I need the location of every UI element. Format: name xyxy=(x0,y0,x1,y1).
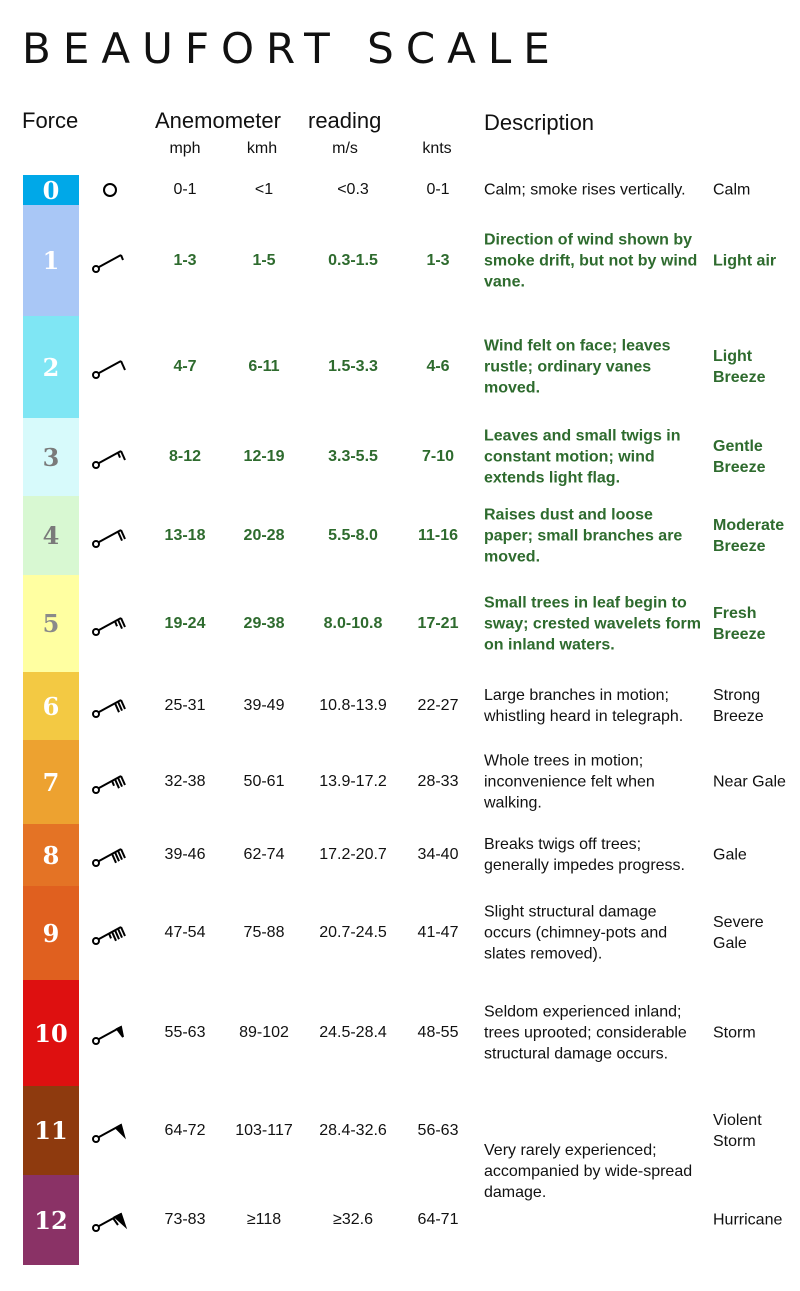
cell-mph: 39-46 xyxy=(164,846,206,863)
cell-kmh: 1-5 xyxy=(252,251,276,269)
cell-knts: 22-27 xyxy=(417,697,459,714)
wind-name: Hurricane xyxy=(713,1211,783,1229)
cell-knts: 0-1 xyxy=(426,181,450,198)
wind-barb-icon xyxy=(88,608,132,640)
force-number: 7 xyxy=(23,740,79,824)
wind-barb-icon xyxy=(88,1017,132,1049)
table-row xyxy=(0,418,800,496)
wind-barb-icon xyxy=(88,690,132,722)
wind-name: Gentle Breeze xyxy=(713,438,766,476)
table-row xyxy=(0,886,800,980)
cell-ms: 24.5-28.4 xyxy=(319,1024,387,1041)
cell-ms: 17.2-20.7 xyxy=(319,846,387,863)
wind-name: Severe Gale xyxy=(713,914,764,952)
cell-mph: 13-18 xyxy=(164,526,206,544)
force-number: 6 xyxy=(23,672,79,740)
wind-barb-icon xyxy=(88,917,132,949)
force-number: 3 xyxy=(23,418,79,496)
wind-name: Calm xyxy=(713,181,751,199)
wind-barb-icon xyxy=(88,245,132,277)
force-number: 10 xyxy=(23,980,79,1086)
cell-mph: 25-31 xyxy=(164,697,206,714)
cell-ms: 5.5-8.0 xyxy=(328,526,378,544)
cell-kmh: 12-19 xyxy=(243,448,285,465)
cell-kmh: 6-11 xyxy=(248,358,280,375)
wind-name: Light Breeze xyxy=(713,348,766,386)
row-description: Leaves and small twigs in constant motion; wind extends light flag. xyxy=(484,427,681,487)
wind-barb-icon xyxy=(88,520,132,552)
table-row xyxy=(0,496,800,575)
cell-mph: 32-38 xyxy=(164,773,206,790)
wind-barb-icon xyxy=(88,1115,132,1147)
cell-ms: 13.9-17.2 xyxy=(319,773,387,790)
cell-ms: ≥32.6 xyxy=(333,1211,373,1228)
force-number: 11 xyxy=(23,1086,79,1175)
cell-kmh: 50-61 xyxy=(243,773,285,790)
wind-name: Moderate Breeze xyxy=(713,516,785,555)
wind-name: Violent Storm xyxy=(713,1111,762,1150)
cell-mph: 64-72 xyxy=(164,1121,206,1139)
row-description: Raises dust and loose paper; small branches are moved. xyxy=(484,506,683,565)
cell-knts: 34-40 xyxy=(417,846,459,863)
cell-kmh: 75-88 xyxy=(243,924,285,941)
cell-mph: 73-83 xyxy=(164,1211,206,1228)
cell-knts: 17-21 xyxy=(417,614,459,632)
table-row xyxy=(0,824,800,886)
cell-knts: 7-10 xyxy=(421,448,455,465)
cell-ms: 10.8-13.9 xyxy=(319,697,387,714)
force-number: 0 xyxy=(23,175,79,205)
table-row xyxy=(0,980,800,1086)
row-description: Calm; smoke rises vertically. xyxy=(484,181,686,199)
wind-barb-icon xyxy=(88,766,132,798)
cell-ms: 1.5-3.3 xyxy=(328,358,378,375)
cell-ms: 3.3-5.5 xyxy=(328,448,378,465)
row-description: Whole trees in motion; inconvenience felt when walking. xyxy=(484,752,655,812)
cell-mph: 55-63 xyxy=(164,1024,206,1041)
cell-knts: 1-3 xyxy=(426,251,450,269)
table-row xyxy=(0,175,800,205)
cell-knts: 11-16 xyxy=(417,526,459,544)
wind-barb-icon xyxy=(88,351,132,383)
cell-ms: 28.4-32.6 xyxy=(319,1121,387,1139)
cell-kmh: 39-49 xyxy=(243,697,285,714)
row-description: Large branches in motion; whistling heard in telegraph. xyxy=(484,687,684,725)
table-row xyxy=(0,672,800,740)
cell-mph: 47-54 xyxy=(164,924,206,941)
row-description: Breaks twigs off trees; generally impedes progress. xyxy=(484,836,685,874)
cell-knts: 28-33 xyxy=(417,773,459,790)
wind-name: Near Gale xyxy=(713,773,786,791)
cell-kmh: 103-117 xyxy=(235,1121,293,1139)
force-number: 2 xyxy=(23,316,79,418)
header-force: Force xyxy=(22,108,79,133)
wind-name: Storm xyxy=(713,1024,756,1042)
table-row xyxy=(0,740,800,824)
cell-ms: 20.7-24.5 xyxy=(319,924,387,941)
cell-mph: 4-7 xyxy=(173,358,197,375)
cell-knts: 48-55 xyxy=(417,1024,459,1041)
wind-name: Light air xyxy=(713,252,777,269)
row-description: Seldom experienced inland; trees uprooted; considerable structural damage occurs. xyxy=(484,1003,687,1063)
force-number: 8 xyxy=(23,824,79,886)
cell-ms: <0.3 xyxy=(337,181,369,198)
header-kmh: kmh xyxy=(246,140,278,157)
cell-kmh: 62-74 xyxy=(243,846,285,863)
wind-name: Strong Breeze xyxy=(713,687,764,725)
header-mph: mph xyxy=(169,140,201,157)
row-description: Slight structural damage occurs (chimney-pots and slates removed). xyxy=(484,903,668,963)
wind-name: Fresh Breeze xyxy=(713,604,766,643)
cell-kmh: 89-102 xyxy=(239,1024,289,1041)
header-anemometer: Anemometer xyxy=(155,108,281,133)
row-description: Small trees in leaf begin to sway; crested wavelets form on inland waters. xyxy=(484,594,701,653)
wind-barb-icon xyxy=(88,441,132,473)
table-row xyxy=(0,316,800,418)
cell-kmh: <1 xyxy=(254,181,274,198)
wind-barb-icon xyxy=(88,174,132,206)
row-description-merged: Very rarely experienced; accompanied by wide-spread damage. xyxy=(484,1142,693,1201)
table-row xyxy=(0,205,800,316)
cell-mph: 8-12 xyxy=(168,448,202,465)
cell-knts: 64-71 xyxy=(417,1211,459,1228)
force-number: 12 xyxy=(23,1175,79,1265)
cell-mph: 0-1 xyxy=(173,181,197,198)
cell-mph: 19-24 xyxy=(164,614,206,632)
cell-mph: 1-3 xyxy=(173,251,197,269)
wind-name: Gale xyxy=(713,846,747,864)
cell-kmh: ≥118 xyxy=(246,1211,282,1228)
force-number: 4 xyxy=(23,496,79,575)
header-description: Description xyxy=(484,110,595,135)
cell-knts: 41-47 xyxy=(417,924,459,941)
force-number: 9 xyxy=(23,886,79,980)
cell-ms: 0.3-1.5 xyxy=(328,251,378,269)
cell-ms: 8.0-10.8 xyxy=(323,614,383,632)
force-number: 1 xyxy=(23,205,79,316)
force-number: 5 xyxy=(23,575,79,672)
cell-kmh: 29-38 xyxy=(243,614,285,632)
header-knts: knts xyxy=(422,140,452,157)
wind-barb-icon xyxy=(88,839,132,871)
table-row xyxy=(0,575,800,672)
cell-knts: 56-63 xyxy=(417,1121,459,1139)
row-description: Direction of wind shown by smoke drift, but not by wind vane. xyxy=(484,231,698,290)
page-title: BEAUFORT SCALE xyxy=(22,24,562,73)
header-reading: reading xyxy=(308,108,382,133)
wind-barb-icon xyxy=(88,1204,132,1236)
row-description: Wind felt on face; leaves rustle; ordinary vanes moved. xyxy=(484,337,671,397)
cell-kmh: 20-28 xyxy=(243,526,285,544)
cell-knts: 4-6 xyxy=(426,358,450,375)
header-ms: m/s xyxy=(332,140,358,157)
